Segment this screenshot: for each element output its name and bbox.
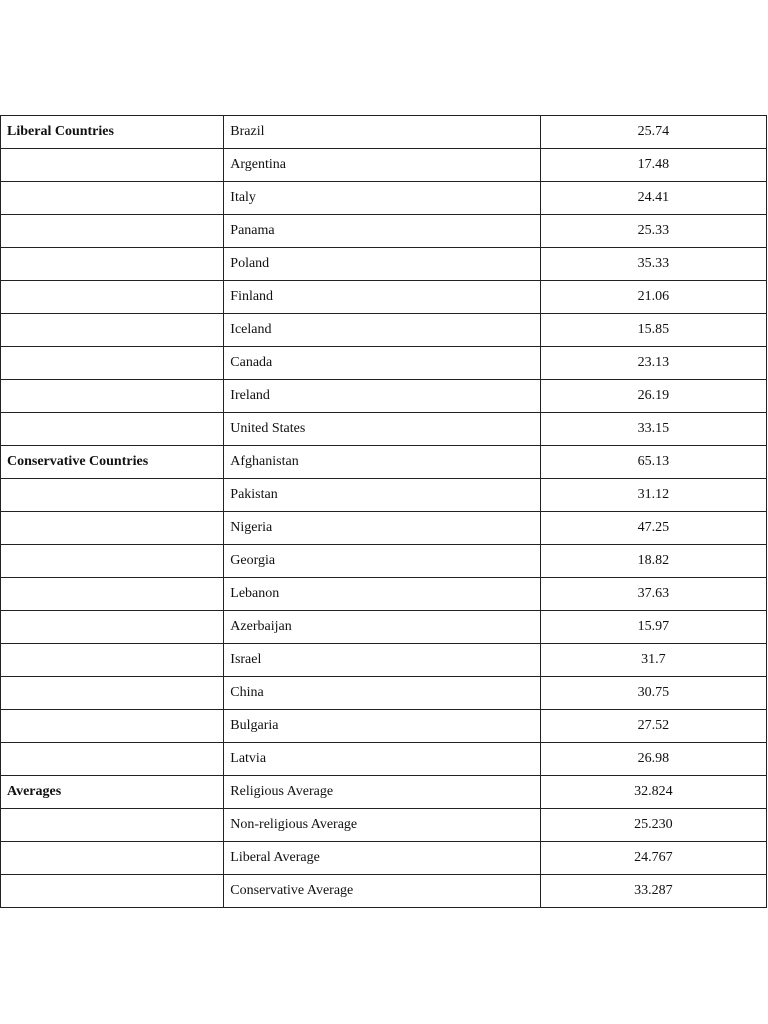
item-name-cell: Pakistan <box>224 479 540 512</box>
value-cell: 23.13 <box>540 347 766 380</box>
table-row <box>1 446 767 479</box>
group-label-cell <box>1 842 224 875</box>
value-cell: 15.85 <box>540 314 766 347</box>
table-row <box>1 545 767 578</box>
item-name-cell: Liberal Average <box>224 842 540 875</box>
item-name-cell: Lebanon <box>224 578 540 611</box>
value-cell: 18.82 <box>540 545 766 578</box>
value-cell: 24.767 <box>540 842 766 875</box>
item-name-cell: Poland <box>224 248 540 281</box>
group-label-cell <box>1 248 224 281</box>
group-label-cell <box>1 314 224 347</box>
value-cell: 17.48 <box>540 149 766 182</box>
group-label-cell <box>1 545 224 578</box>
item-name-cell: Azerbaijan <box>224 611 540 644</box>
value-cell: 47.25 <box>540 512 766 545</box>
value-cell: 15.97 <box>540 611 766 644</box>
group-label-cell <box>1 512 224 545</box>
table-row <box>1 677 767 710</box>
value-cell: 25.33 <box>540 215 766 248</box>
table-row <box>1 182 767 215</box>
group-label-cell <box>1 215 224 248</box>
value-cell: 31.7 <box>540 644 766 677</box>
group-label-cell <box>1 710 224 743</box>
group-label-cell: Averages <box>1 776 224 809</box>
group-label-cell <box>1 611 224 644</box>
value-cell: 65.13 <box>540 446 766 479</box>
value-cell: 26.19 <box>540 380 766 413</box>
group-label-cell <box>1 281 224 314</box>
table-row <box>1 611 767 644</box>
table-row <box>1 215 767 248</box>
item-name-cell: Brazil <box>224 116 540 149</box>
group-label-cell <box>1 182 224 215</box>
value-cell: 26.98 <box>540 743 766 776</box>
table-row <box>1 644 767 677</box>
value-cell: 24.41 <box>540 182 766 215</box>
table-row <box>1 842 767 875</box>
value-cell: 30.75 <box>540 677 766 710</box>
table-row <box>1 149 767 182</box>
value-cell: 21.06 <box>540 281 766 314</box>
item-name-cell: Argentina <box>224 149 540 182</box>
table-row <box>1 809 767 842</box>
table-row <box>1 380 767 413</box>
item-name-cell: Latvia <box>224 743 540 776</box>
table-row <box>1 281 767 314</box>
item-name-cell: China <box>224 677 540 710</box>
group-label-cell <box>1 677 224 710</box>
item-name-cell: Non-religious Average <box>224 809 540 842</box>
value-cell: 25.230 <box>540 809 766 842</box>
group-label-cell <box>1 479 224 512</box>
data-table <box>0 115 767 908</box>
table-row <box>1 578 767 611</box>
value-cell: 35.33 <box>540 248 766 281</box>
item-name-cell: Panama <box>224 215 540 248</box>
table-row <box>1 875 767 908</box>
item-name-cell: Bulgaria <box>224 710 540 743</box>
table-row <box>1 116 767 149</box>
value-cell: 25.74 <box>540 116 766 149</box>
item-name-cell: Afghanistan <box>224 446 540 479</box>
value-cell: 32.824 <box>540 776 766 809</box>
group-label-cell <box>1 149 224 182</box>
item-name-cell: Conservative Average <box>224 875 540 908</box>
item-name-cell: United States <box>224 413 540 446</box>
table-row <box>1 776 767 809</box>
group-label-cell <box>1 644 224 677</box>
item-name-cell: Ireland <box>224 380 540 413</box>
group-label-cell <box>1 875 224 908</box>
group-label-cell <box>1 743 224 776</box>
table-body <box>1 116 767 908</box>
value-cell: 33.287 <box>540 875 766 908</box>
group-label-cell: Liberal Countries <box>1 116 224 149</box>
item-name-cell: Georgia <box>224 545 540 578</box>
value-cell: 37.63 <box>540 578 766 611</box>
group-label-cell <box>1 413 224 446</box>
item-name-cell: Iceland <box>224 314 540 347</box>
item-name-cell: Israel <box>224 644 540 677</box>
group-label-cell <box>1 809 224 842</box>
table-row <box>1 248 767 281</box>
value-cell: 27.52 <box>540 710 766 743</box>
item-name-cell: Religious Average <box>224 776 540 809</box>
item-name-cell: Nigeria <box>224 512 540 545</box>
table-row <box>1 710 767 743</box>
table-row <box>1 743 767 776</box>
table-row <box>1 413 767 446</box>
table-row <box>1 314 767 347</box>
value-cell: 31.12 <box>540 479 766 512</box>
table-row <box>1 479 767 512</box>
table-row <box>1 347 767 380</box>
item-name-cell: Finland <box>224 281 540 314</box>
item-name-cell: Canada <box>224 347 540 380</box>
item-name-cell: Italy <box>224 182 540 215</box>
table-row <box>1 512 767 545</box>
group-label-cell: Conservative Countries <box>1 446 224 479</box>
value-cell: 33.15 <box>540 413 766 446</box>
group-label-cell <box>1 578 224 611</box>
group-label-cell <box>1 380 224 413</box>
group-label-cell <box>1 347 224 380</box>
